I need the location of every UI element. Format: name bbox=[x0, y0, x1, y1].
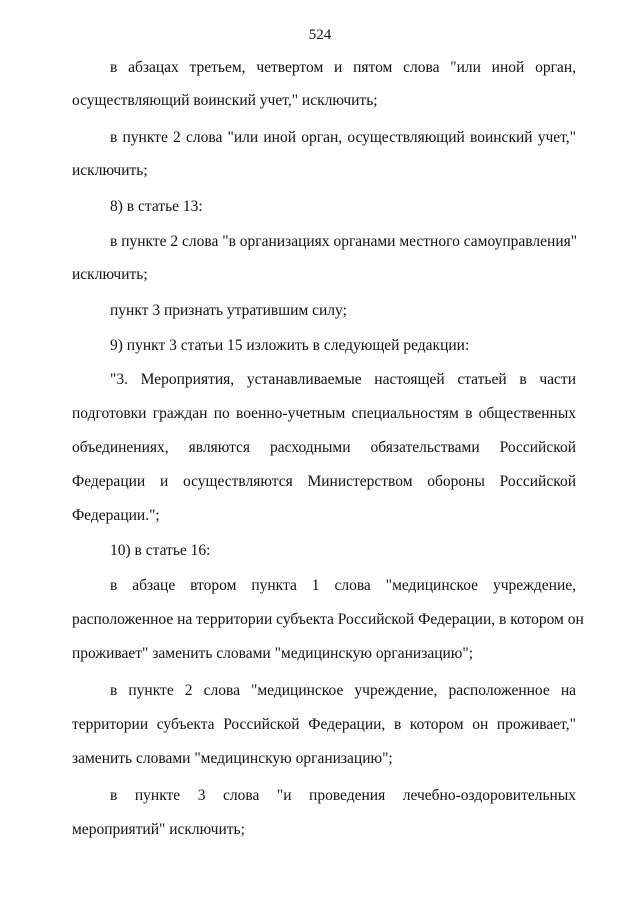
text-line: подготовки граждан по военно-учетным специальностям в общественных bbox=[72, 405, 576, 422]
text-line: осуществляющий воинский учет," исключить; bbox=[72, 92, 378, 109]
text-line: "3. Мероприятия, устанавливаемые настоящей статьей в части bbox=[110, 371, 576, 388]
text-line: исключить; bbox=[72, 266, 148, 283]
text-line: 8) в статье 13: bbox=[110, 198, 203, 215]
text-line: в абзацах третьем, четвертом и пятом слова "или иной орган, bbox=[110, 59, 576, 76]
text-line: Федерации и осуществляются Министерством обороны Российской bbox=[72, 473, 576, 490]
text-line: в пункте 2 слова "или иной орган, осуществляющий воинский учет," bbox=[110, 129, 576, 146]
text-line: проживает" заменить словами "медицинскую организацию"; bbox=[72, 645, 474, 662]
text-line: 10) в статье 16: bbox=[110, 542, 211, 559]
text-line: пункт 3 признать утратившим силу; bbox=[110, 302, 347, 319]
text-line: в пункте 2 слова "медицинское учреждение, расположенное на bbox=[110, 682, 576, 699]
text-line: Федерации."; bbox=[72, 507, 160, 524]
text-line: расположенное на территории субъекта Российской Федерации, в котором он bbox=[72, 611, 584, 628]
text-line: территории субъекта Российской Федерации, в котором он проживает," bbox=[72, 716, 576, 733]
text-line: в пункте 2 слова "в организациях органами местного самоуправления" bbox=[110, 233, 578, 250]
text-line: 9) пункт 3 статьи 15 изложить в следующей редакции: bbox=[110, 337, 470, 354]
text-line: исключить; bbox=[72, 162, 148, 179]
text-line: мероприятий" исключить; bbox=[72, 821, 245, 838]
text-line: объединениях, являются расходными обязательствами Российской bbox=[72, 439, 576, 456]
text-line: заменить словами "медицинскую организацию"; bbox=[72, 750, 393, 767]
text-line: в пункте 3 слова "и проведения лечебно-оздоровительных bbox=[110, 787, 576, 804]
page-number: 524 bbox=[308, 27, 332, 43]
text-line: в абзаце втором пункта 1 слова "медицинское учреждение, bbox=[110, 577, 576, 594]
